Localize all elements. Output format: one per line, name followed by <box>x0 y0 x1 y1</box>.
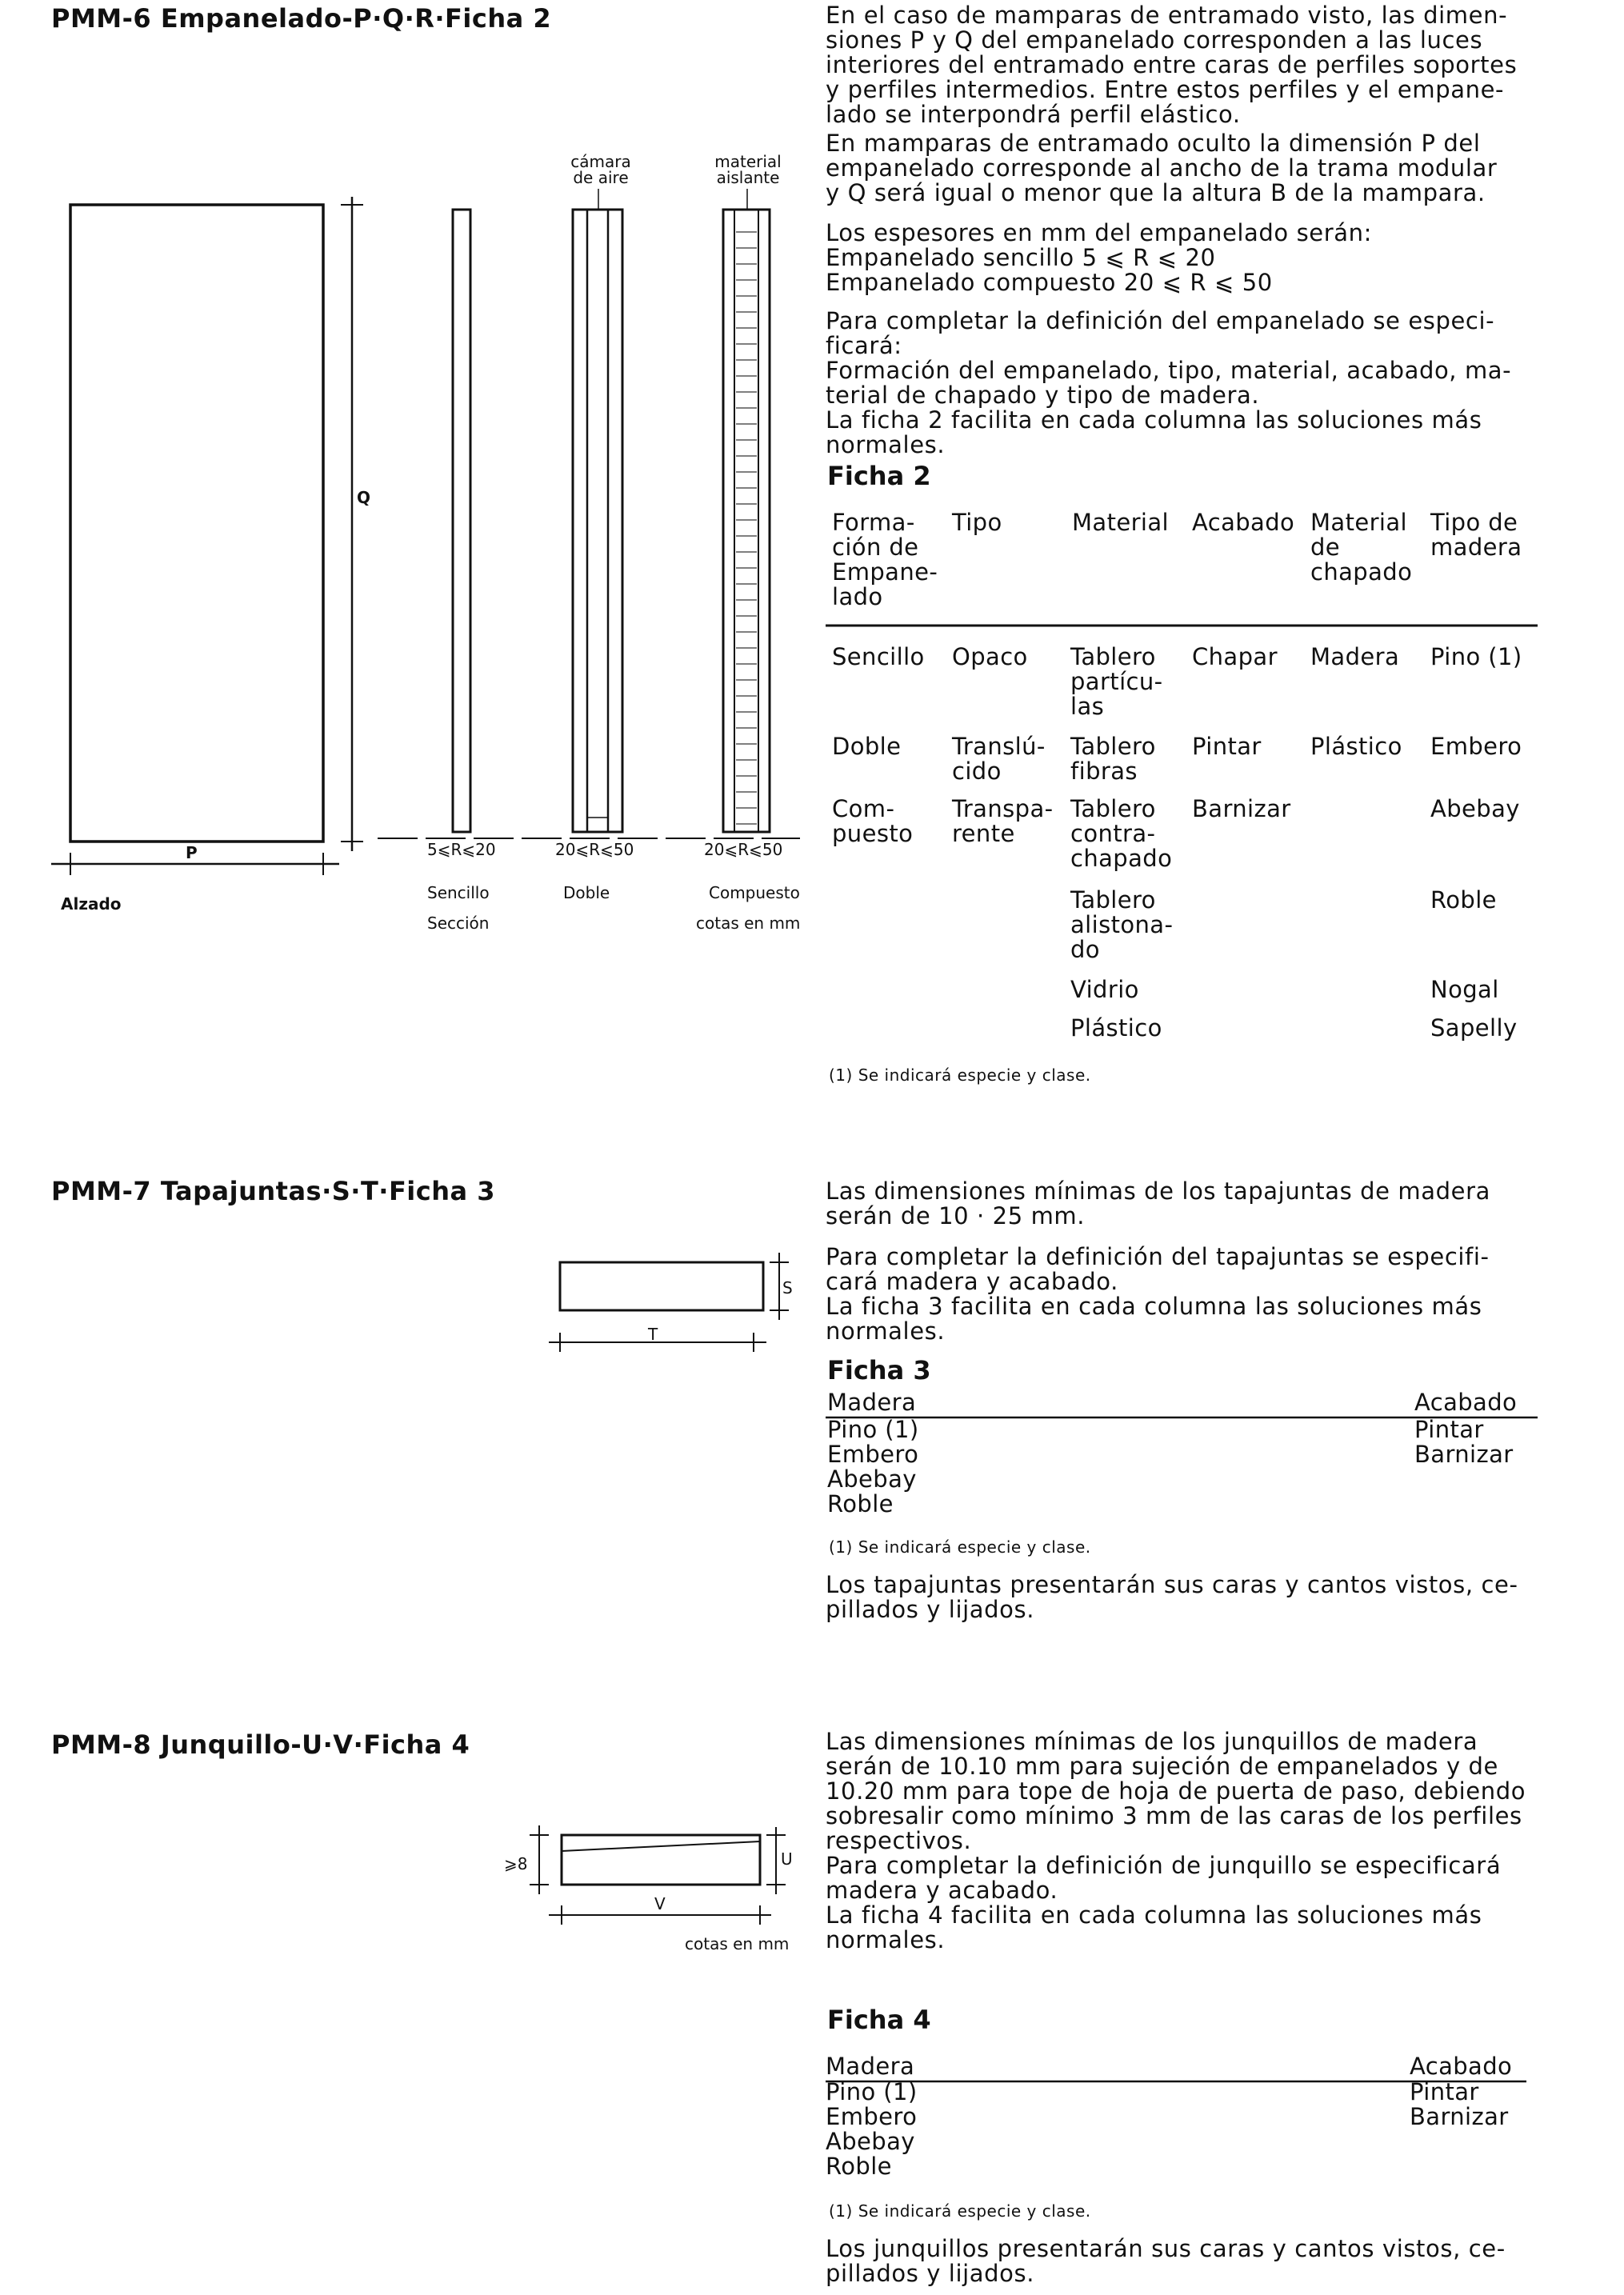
label-seccion: Sección <box>427 914 490 933</box>
ficha-4-footnote: (1) Se indicará especie y clase. <box>829 2201 1091 2221</box>
tapajuntas-section <box>560 1262 763 1310</box>
label-s: S <box>782 1278 793 1297</box>
label-alzado: Alzado <box>61 894 122 914</box>
alzado-panel <box>70 205 323 842</box>
pmm6-title: PMM-6 Empanelado-P·Q·R·Ficha 2 <box>51 3 552 34</box>
table-cell: Translú- cido <box>952 733 1046 785</box>
ficha-3-title: Ficha 3 <box>827 1355 931 1385</box>
ficha-3-col-acabado: Acabado <box>1414 1389 1518 1416</box>
label-cotas-8: cotas en mm <box>685 1934 790 1953</box>
table-cell: Barnizar <box>1192 795 1291 822</box>
ficha-4-acabados: Pintar Barnizar <box>1410 2078 1509 2130</box>
table-cell: Tablero contra- chapado <box>1070 795 1173 872</box>
table-header: Material <box>1072 509 1170 536</box>
ficha-4-title: Ficha 4 <box>827 2005 931 2035</box>
ficha-3-acabados: Pintar Barnizar <box>1414 1416 1514 1468</box>
label-doble: Doble <box>563 883 610 902</box>
table-cell: Chapar <box>1192 643 1278 670</box>
pmm7-closing: Los tapajuntas presentarán sus caras y cantos vistos, ce- pillados y lijados. <box>826 1571 1518 1623</box>
table-cell: Tablero fibras <box>1070 733 1156 785</box>
table-cell: Plástico <box>1310 733 1402 760</box>
table-header: Material de chapado <box>1310 509 1413 586</box>
label-u: U <box>781 1849 793 1869</box>
pmm6-espesores: Los espesores en mm del empanelado serán: Empanelado sencillo 5 ⩽ R ⩽ 20 Empanelado compuesto 20 ⩽ R ⩽ 50 <box>826 219 1372 296</box>
label-min-8: ⩾8 <box>504 1854 528 1873</box>
seccion-doble <box>573 210 622 832</box>
table-cell: Com- puesto <box>832 795 914 847</box>
table-header: Tipo de madera <box>1430 509 1522 561</box>
table-cell: Embero <box>1430 733 1522 760</box>
ficha-4-col-acabado: Acabado <box>1410 2053 1513 2080</box>
label-sencillo: Sencillo <box>427 883 490 902</box>
table-cell: Transpa- rente <box>952 795 1054 847</box>
ficha-3-col-madera: Madera <box>827 1389 917 1416</box>
table-cell: Pintar <box>1192 733 1262 760</box>
label-r-doble: 20⩽R⩽50 <box>555 840 634 859</box>
ficha-2-footnote: (1) Se indicará especie y clase. <box>829 1066 1091 1085</box>
table-cell: Nogal <box>1430 976 1499 1003</box>
label-p: P <box>186 843 198 862</box>
label-camara-aire: cámara de aire <box>570 152 631 187</box>
table-header: Tipo <box>952 509 1002 536</box>
pmm6-intro: En el caso de mamparas de entramado visto, las dimen- siones P y Q del empanelado corresponden a las luces interiores del entramado entre caras de perfiles soportes y perfiles intermedios. Entre estos perfiles y el empane- lado se interpondrá perfil elástico. <box>826 2 1518 128</box>
table-cell: Plástico <box>1070 1014 1162 1042</box>
table-header: Acabado <box>1192 509 1295 536</box>
ficha-4-maderas: Pino (1) Embero Abebay Roble <box>826 2078 918 2180</box>
label-material-aislante: material aislante <box>714 152 782 187</box>
pmm7-title: PMM-7 Tapajuntas·S·T·Ficha 3 <box>51 1176 496 1206</box>
table-cell: Doble <box>832 733 902 760</box>
table-cell: Tablero alistona- do <box>1070 886 1174 963</box>
seccion-compuesto <box>723 210 770 832</box>
label-compuesto: Compuesto <box>709 883 800 902</box>
table-cell: Abebay <box>1430 795 1520 822</box>
table-cell: Roble <box>1430 886 1497 914</box>
ficha-3-footnote: (1) Se indicará especie y clase. <box>829 1537 1091 1557</box>
table-cell: Sencillo <box>832 643 925 670</box>
aislante-hatch <box>736 232 757 824</box>
pmm8-closing: Los junquillos presentarán sus caras y cantos vistos, ce- pillados y lijados. <box>826 2235 1506 2287</box>
pmm8-intro: Las dimensiones mínimas de los junquillos de madera serán de 10.10 mm para sujeción de empanelados y de 10.20 mm para tope de hoja de puerta de paso, debiendo sobresalir como mínimo 3 mm de las caras de los perfiles respectivos. Para completar la definición de junquillo se especificará madera y acabado. La ficha 4 facilita en cada columna las soluciones más normales. <box>826 1728 1526 1953</box>
label-t: T <box>648 1325 658 1344</box>
table-cell: Opaco <box>952 643 1028 670</box>
label-r-compuesto: 20⩽R⩽50 <box>704 840 783 859</box>
label-cotas-6: cotas en mm <box>696 914 801 933</box>
table-cell: Pino (1) <box>1430 643 1522 670</box>
label-r-sencillo: 5⩽R⩽20 <box>427 840 496 859</box>
ficha-4-col-madera: Madera <box>826 2053 915 2080</box>
pmm6-oculto: En mamparas de entramado oculto la dimensión P del empanelado corresponde al ancho de la trama modular y Q será igual o menor que la altura B de la mampara. <box>826 130 1498 206</box>
table-cell: Vidrio <box>1070 976 1139 1003</box>
label-v: V <box>654 1894 666 1913</box>
pmm7-intro: Las dimensiones mínimas de los tapajuntas de madera serán de 10 · 25 mm. <box>826 1177 1490 1229</box>
ficha-3-maderas: Pino (1) Embero Abebay Roble <box>827 1416 919 1517</box>
pmm6-completar: Para completar la definición del empanelado se especi- ficará: Formación del empanelado, tipo, material, acabado, ma- terial de chapado y tipo de madera. La ficha 2 facilita en cada columna las soluciones más normales. <box>826 307 1512 458</box>
pmm7-completar: Para completar la definición del tapajuntas se especifi- cará madera y acabado. La ficha 3 facilita en cada columna las soluciones más normales. <box>826 1243 1490 1345</box>
table-header: Forma- ción de Empane- lado <box>832 509 938 610</box>
label-q: Q <box>357 488 371 507</box>
table-cell: Sapelly <box>1430 1014 1518 1042</box>
seccion-sencillo <box>453 210 470 832</box>
table-cell: Madera <box>1310 643 1400 670</box>
table-cell: Tablero partícu- las <box>1070 643 1163 720</box>
pmm8-title: PMM-8 Junquillo-U·V·Ficha 4 <box>51 1729 470 1760</box>
ficha-2-title: Ficha 2 <box>827 461 931 491</box>
